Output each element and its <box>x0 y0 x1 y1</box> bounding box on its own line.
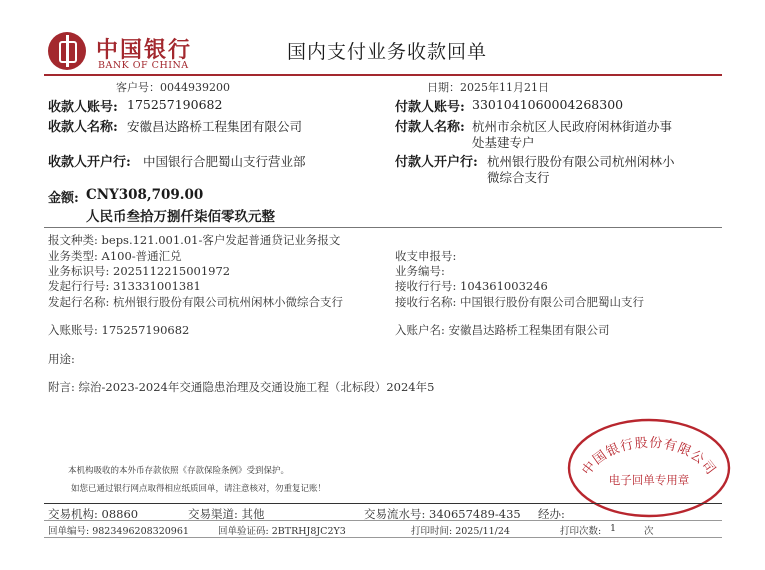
receipt-number: 回单编号: 9823496208320961 <box>48 526 189 537</box>
payee-account: 175257190682 <box>127 97 223 112</box>
payer-bank-line2: 微综合支行 <box>487 170 550 185</box>
verification-code: 回单验证码: 2BTRHJ8JC2Y3 <box>218 526 346 537</box>
payer-account-label: 付款人账号: <box>395 100 465 115</box>
business-type: 业务类型: A100-普通汇兑 <box>48 249 182 263</box>
business-id: 业务标识号: 2025112215001972 <box>48 264 231 278</box>
svg-text:中国银行股份有限公司 <box>579 436 719 479</box>
amount-label: 金额: <box>48 191 79 206</box>
payee-name: 安徽昌达路桥工程集团有限公司 <box>127 119 303 134</box>
credit-account: 入账账号: 175257190682 <box>48 323 190 337</box>
credit-account-name: 入账户名: 安徽昌达路桥工程集团有限公司 <box>395 323 610 337</box>
receiver-bank-name: 接收行名称: 中国银行股份有限公司合肥蜀山支行 <box>395 295 645 309</box>
amount-value: CNY308,709.00 <box>86 187 204 203</box>
bank-name-cn: 中国银行 <box>96 37 193 63</box>
payee-name-label: 收款人名称: <box>48 120 118 135</box>
payee-account-label: 收款人账号: <box>48 100 118 115</box>
print-count-label: 打印次数: <box>560 526 602 537</box>
payer-name-line2: 处基建专户 <box>472 135 535 150</box>
print-time: 打印时间: 2025/11/24 <box>411 526 510 537</box>
receipt-date: 日期：2025年11月21日 <box>427 81 549 94</box>
bank-name-en: BANK OF CHINA <box>98 60 189 71</box>
receiver-bank-number: 接收行行号: 104361003246 <box>395 279 548 293</box>
seal-center-text: 电子回单专用章 <box>608 473 690 487</box>
deposit-insurance-notice: 本机构吸收的本外币存款依照《存款保险条例》受到保护。 <box>68 466 290 476</box>
remark: 附言: 综治-2023-2024年交通隐患治理及交通设施工程（北标段）2024年5 <box>48 380 435 394</box>
income-expense-declaration-no: 收支申报号: <box>395 249 457 263</box>
purpose: 用途: <box>48 352 75 366</box>
payee-bank-label: 收款人开户行: <box>48 155 131 170</box>
amount-divider <box>44 227 722 228</box>
sender-bank-number: 发起行行号: 313331001381 <box>48 279 201 293</box>
transaction-serial: 交易流水号: 340657489-435 <box>364 507 521 521</box>
footer-bottom-divider <box>44 537 722 538</box>
business-number: 业务编号: <box>395 264 445 278</box>
print-count-unit: 次 <box>644 526 654 537</box>
sender-bank-name: 发起行名称: 杭州银行股份有限公司杭州闲林小微综合支行 <box>48 295 344 309</box>
document-title: 国内支付业务收款回单 <box>287 41 488 63</box>
duplicate-bookkeeping-notice: 如您已通过银行网点取得相应纸质回单，请注意核对，勿重复记账！ <box>71 484 327 494</box>
payer-name-label: 付款人名称: <box>395 120 465 135</box>
payee-bank: 中国银行合肥蜀山支行营业部 <box>143 154 306 169</box>
payer-bank-line1: 杭州银行股份有限公司杭州闲林小 <box>487 154 675 169</box>
customer-number: 客户号：0044939200 <box>116 81 230 94</box>
handler: 经办: <box>538 507 565 521</box>
amount-in-words: 人民币叁拾万捌仟柒佰零玖元整 <box>86 209 275 225</box>
bank-logo-icon <box>48 32 86 70</box>
payer-name-line1: 杭州市余杭区人民政府闲林街道办事 <box>472 119 673 134</box>
transaction-channel: 交易渠道: 其他 <box>188 507 265 521</box>
message-type: 报文种类: beps.121.001.01-客户发起普通贷记业务报文 <box>48 233 341 247</box>
payer-account: 3301041060004268300 <box>472 97 624 112</box>
seal-arc-text: 中国银行股份有限公司 <box>579 435 719 479</box>
footer-top-divider <box>44 503 722 504</box>
header-divider <box>44 74 722 76</box>
transaction-org: 交易机构: 08860 <box>48 507 139 521</box>
footer-mid-divider <box>44 520 722 521</box>
print-count: 1 <box>610 523 617 534</box>
payer-bank-label: 付款人开户行: <box>395 155 478 170</box>
